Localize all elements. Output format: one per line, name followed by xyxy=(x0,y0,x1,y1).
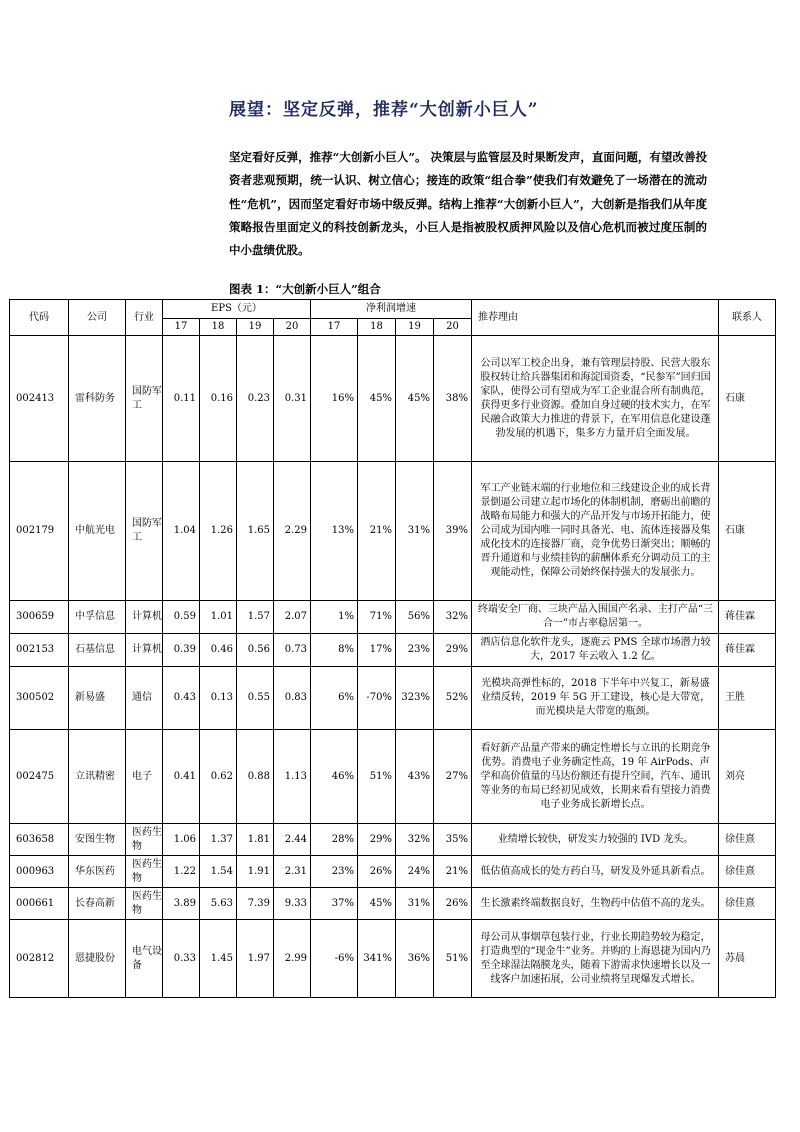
cell-company: 新易盛 xyxy=(69,667,126,730)
cell-code: 300502 xyxy=(10,667,69,730)
cell-code: 603658 xyxy=(10,824,69,856)
header-growth-year: 18 xyxy=(358,319,396,336)
industry-label: 电子 xyxy=(132,770,152,782)
industry-label: 医药生物 xyxy=(132,890,162,916)
table-row xyxy=(10,601,776,634)
cell-growth: 24% xyxy=(396,856,434,888)
cell-growth: 21% xyxy=(434,856,472,888)
header-contact: 联系人 xyxy=(719,300,776,336)
table-row xyxy=(10,856,776,888)
cell-industry xyxy=(126,856,163,888)
cell-reason: 军工产业链末端的行业地位和三线建设企业的成长背景倒逼公司建立起市场化的体制机制，磨砺出前瞻的战略布局能力和强大的产品开发与市场开拓能力，使公司成为国内唯一同时具备光、电、流体连接器及集成化技术的连接器厂商，竞争优势日渐突出；顺畅的晋升通道和与业绩挂钩的薪酬体系充分调动员工的主观能动性，保障公司始终保持强大的发展张力。 xyxy=(472,462,719,601)
cell-eps: 7.39 xyxy=(237,888,274,920)
cell-eps: 0.41 xyxy=(163,730,200,824)
cell-growth: 1% xyxy=(311,601,358,634)
cell-growth: 26% xyxy=(358,856,396,888)
cell-eps: 1.01 xyxy=(200,601,237,634)
cell-growth: 45% xyxy=(396,336,434,462)
header-eps-year: 17 xyxy=(163,319,200,336)
cell-code: 002475 xyxy=(10,730,69,824)
cell-growth: 52% xyxy=(434,667,472,730)
cell-eps: 2.29 xyxy=(274,462,311,601)
cell-code: 002153 xyxy=(10,634,69,667)
cell-growth: -70% xyxy=(358,667,396,730)
header-eps-year: 19 xyxy=(237,319,274,336)
table-caption: 图表 1：“大创新小巨人”组合 xyxy=(229,282,381,296)
cell-growth: 29% xyxy=(434,634,472,667)
cell-growth: 16% xyxy=(311,336,358,462)
cell-eps: 1.65 xyxy=(237,462,274,601)
cell-growth: 27% xyxy=(434,730,472,824)
cell-contact: 徐佳熹 xyxy=(719,824,776,856)
cell-eps: 1.26 xyxy=(200,462,237,601)
cell-contact: 王胜 xyxy=(719,667,776,730)
cell-industry xyxy=(126,824,163,856)
cell-growth: 31% xyxy=(396,888,434,920)
cell-growth: 6% xyxy=(311,667,358,730)
cell-eps: 0.59 xyxy=(163,601,200,634)
table-row xyxy=(10,730,776,824)
cell-eps: 0.73 xyxy=(274,634,311,667)
cell-growth: 35% xyxy=(434,824,472,856)
cell-contact: 蒋佳霖 xyxy=(719,601,776,634)
industry-label: 国防军工 xyxy=(132,518,162,543)
header-industry: 行业 xyxy=(126,300,163,336)
cell-industry xyxy=(126,336,163,462)
cell-company: 中孚信息 xyxy=(69,601,126,634)
cell-company: 立讯精密 xyxy=(69,730,126,824)
page-title: 展望：坚定反弹，推荐“大创新小巨人” xyxy=(229,100,539,120)
cell-company: 华东医药 xyxy=(69,856,126,888)
cell-eps: 0.56 xyxy=(237,634,274,667)
table-row xyxy=(10,824,776,856)
cell-eps: 1.45 xyxy=(200,920,237,998)
table-row xyxy=(10,888,776,920)
cell-eps: 0.46 xyxy=(200,634,237,667)
cell-reason: 看好新产品量产带来的确定性增长与立讯的长期竞争优势。消费电子业务确定性高，19 年 AirPods、声学和高价值量的马达份额还有提升空间，汽车、通讯等业务的布局已经初见成效，长期来看有望接力消费电子业务成长新增长点。 xyxy=(472,730,719,824)
cell-eps: 9.33 xyxy=(274,888,311,920)
cell-eps: 0.16 xyxy=(200,336,237,462)
summary-paragraph: 坚定看好反弹，推荐“大创新小巨人”。 决策层与监管层及时果断发声，直面问题，有望改善投资者悲观预期，统一认识、树立信心；接连的政策“组合拳”使我们有效避免了一场潜在的流动性“危机”，因而坚定看好市场中级反弹。结构上推荐“大创新小巨人”，大创新是指我们从年度策略报告里面定义的科技创新龙头，小巨人是指被股权质押风险以及信心危机而被过度压制的中小盘绩优股。 xyxy=(229,150,707,258)
cell-growth: 23% xyxy=(311,856,358,888)
cell-eps: 1.91 xyxy=(237,856,274,888)
industry-label: 医药生物 xyxy=(132,858,162,884)
table-row xyxy=(10,920,776,998)
industry-label: 医药生物 xyxy=(132,826,162,852)
cell-growth: 71% xyxy=(358,601,396,634)
industry-label: 电气设备 xyxy=(132,945,162,971)
cell-eps: 2.44 xyxy=(274,824,311,856)
cell-code: 002812 xyxy=(10,920,69,998)
cell-industry xyxy=(126,920,163,998)
cell-eps: 0.31 xyxy=(274,336,311,462)
cell-contact: 苏晨 xyxy=(719,920,776,998)
table-row xyxy=(10,462,776,601)
cell-growth: 341% xyxy=(358,920,396,998)
table-row xyxy=(10,336,776,462)
cell-growth: 32% xyxy=(396,824,434,856)
cell-growth: 23% xyxy=(396,634,434,667)
cell-eps: 1.97 xyxy=(237,920,274,998)
table-row xyxy=(10,667,776,730)
cell-reason: 终端安全厂商、三块产品入围国产名录、主打产品“三合一”市占率稳居第一。 xyxy=(472,601,719,634)
portfolio-table xyxy=(9,299,776,998)
cell-eps: 1.04 xyxy=(163,462,200,601)
cell-contact: 石康 xyxy=(719,336,776,462)
cell-eps: 1.57 xyxy=(237,601,274,634)
cell-eps: 2.99 xyxy=(274,920,311,998)
header-eps-year: 18 xyxy=(200,319,237,336)
cell-code: 000963 xyxy=(10,856,69,888)
industry-label: 计算机 xyxy=(132,644,162,655)
cell-eps: 1.37 xyxy=(200,824,237,856)
cell-eps: 0.11 xyxy=(163,336,200,462)
cell-industry xyxy=(126,462,163,601)
industry-label: 计算机 xyxy=(132,611,162,622)
cell-company: 雷科防务 xyxy=(69,336,126,462)
cell-code: 002413 xyxy=(10,336,69,462)
cell-eps: 0.33 xyxy=(163,920,200,998)
header-growth: 净利润增速 xyxy=(311,300,472,319)
header-eps: EPS（元） xyxy=(163,300,311,319)
industry-label: 国防军工 xyxy=(132,385,162,411)
cell-eps: 2.31 xyxy=(274,856,311,888)
cell-company: 长春高新 xyxy=(69,888,126,920)
cell-reason: 业绩增长较快，研发实力较强的 IVD 龙头。 xyxy=(472,824,719,856)
cell-eps: 2.07 xyxy=(274,601,311,634)
cell-reason: 公司以军工校企出身，兼有管理层持股、民营大股东股权转让给兵器集团和海淀国资委，“民参军”回归国家队，使得公司有望成为军工企业混合所有制典范，获得更多行业资源。叠加自身过硬的技术实力，在军民融合政策大力推进的背景下，在军用信息化建设蓬勃发展的机遇下，集多方力量开启全面发展。 xyxy=(472,336,719,462)
cell-eps: 0.13 xyxy=(200,667,237,730)
cell-growth: 45% xyxy=(358,888,396,920)
industry-label: 通信 xyxy=(132,692,152,703)
cell-reason: 光模块高弹性标的，2018 下半年中兴复工，新易盛业绩反转，2019 年 5G 开工建设，核心是大带宽，而光模块是大带宽的瓶颈。 xyxy=(472,667,719,730)
header-code: 代码 xyxy=(10,300,69,336)
header-eps-year: 20 xyxy=(274,319,311,336)
cell-industry xyxy=(126,667,163,730)
cell-growth: 26% xyxy=(434,888,472,920)
cell-growth: 36% xyxy=(396,920,434,998)
header-company: 公司 xyxy=(69,300,126,336)
cell-company: 恩捷股份 xyxy=(69,920,126,998)
cell-eps: 5.63 xyxy=(200,888,237,920)
cell-code: 002179 xyxy=(10,462,69,601)
cell-industry xyxy=(126,601,163,634)
cell-eps: 1.81 xyxy=(237,824,274,856)
cell-contact: 刘亮 xyxy=(719,730,776,824)
cell-reason: 酒店信息化软件龙头，逐鹿云 PMS 全球市场潜力较大，2017 年云收入 1.2 亿。 xyxy=(472,634,719,667)
cell-contact: 蒋佳霖 xyxy=(719,634,776,667)
cell-contact: 徐佳熹 xyxy=(719,888,776,920)
cell-growth: 21% xyxy=(358,462,396,601)
cell-reason: 低估值高成长的处方药白马，研发及外延具新看点。 xyxy=(472,856,719,888)
header-growth-year: 19 xyxy=(396,319,434,336)
cell-reason: 生长激素终端数据良好，生物药中估值不高的龙头。 xyxy=(472,888,719,920)
cell-company: 石基信息 xyxy=(69,634,126,667)
cell-eps: 0.88 xyxy=(237,730,274,824)
cell-eps: 1.54 xyxy=(200,856,237,888)
cell-growth: 51% xyxy=(434,920,472,998)
cell-contact: 石康 xyxy=(719,462,776,601)
cell-growth: 323% xyxy=(396,667,434,730)
cell-growth: 37% xyxy=(311,888,358,920)
cell-growth: 46% xyxy=(311,730,358,824)
cell-growth: 38% xyxy=(434,336,472,462)
cell-growth: 17% xyxy=(358,634,396,667)
cell-growth: 31% xyxy=(396,462,434,601)
header-growth-year: 20 xyxy=(434,319,472,336)
cell-growth: 43% xyxy=(396,730,434,824)
cell-code: 300659 xyxy=(10,601,69,634)
cell-eps: 0.39 xyxy=(163,634,200,667)
cell-eps: 1.13 xyxy=(274,730,311,824)
cell-eps: 3.89 xyxy=(163,888,200,920)
cell-contact: 徐佳熹 xyxy=(719,856,776,888)
cell-eps: 0.43 xyxy=(163,667,200,730)
cell-industry xyxy=(126,634,163,667)
cell-company: 中航光电 xyxy=(69,462,126,601)
cell-growth: 45% xyxy=(358,336,396,462)
cell-industry xyxy=(126,730,163,824)
cell-growth: 29% xyxy=(358,824,396,856)
cell-reason: 母公司从事烟草包装行业，行业长期趋势较为稳定，打造典型的“现金牛”业务。并购的上海恩捷为国内乃至全球湿法隔膜龙头，随着下游需求快速增长以及一线客户加速拓展，公司业绩将呈现爆发式增长。 xyxy=(472,920,719,998)
cell-eps: 0.62 xyxy=(200,730,237,824)
table-row xyxy=(10,634,776,667)
cell-growth: 51% xyxy=(358,730,396,824)
cell-eps: 1.22 xyxy=(163,856,200,888)
cell-code: 000661 xyxy=(10,888,69,920)
cell-eps: 0.83 xyxy=(274,667,311,730)
cell-growth: 56% xyxy=(396,601,434,634)
cell-growth: 13% xyxy=(311,462,358,601)
cell-growth: 28% xyxy=(311,824,358,856)
cell-eps: 1.06 xyxy=(163,824,200,856)
cell-industry xyxy=(126,888,163,920)
cell-eps: 0.23 xyxy=(237,336,274,462)
cell-growth: 32% xyxy=(434,601,472,634)
cell-growth: -6% xyxy=(311,920,358,998)
cell-company: 安图生物 xyxy=(69,824,126,856)
cell-eps: 0.55 xyxy=(237,667,274,730)
cell-growth: 8% xyxy=(311,634,358,667)
header-growth-year: 17 xyxy=(311,319,358,336)
cell-growth: 39% xyxy=(434,462,472,601)
header-reason: 推荐理由 xyxy=(472,300,719,336)
